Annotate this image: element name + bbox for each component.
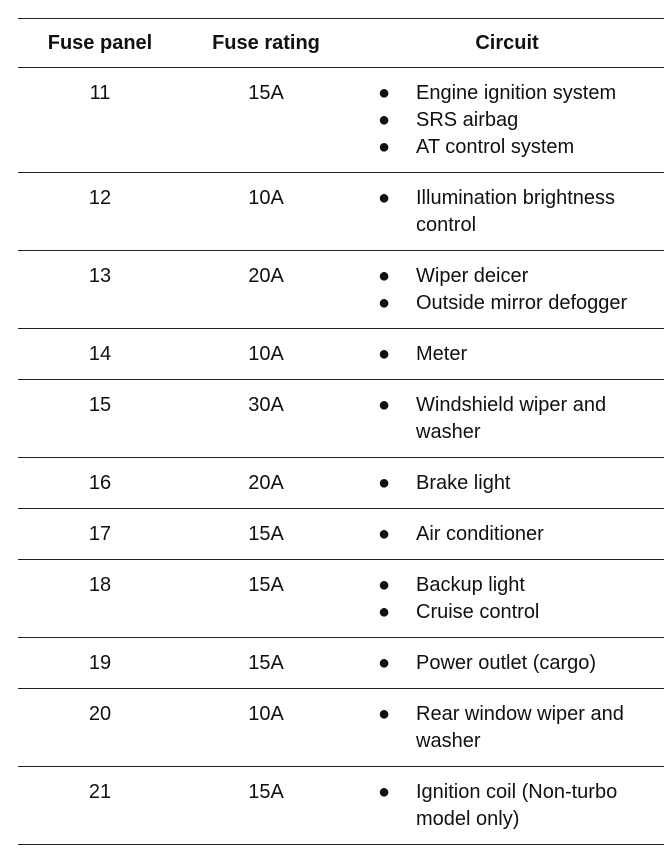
bullet-icon: ●: [378, 292, 391, 314]
bullet-icon: ●: [378, 136, 391, 158]
circuit-text: AT control system: [416, 136, 575, 158]
circuit-list: [378, 392, 664, 446]
fuse-panel-cell: 20: [18, 689, 182, 767]
fuse-rating-cell: 20A: [182, 251, 350, 329]
table-row: [18, 68, 664, 173]
table-row: [18, 638, 664, 689]
circuit-list-item: [378, 701, 664, 755]
fuse-rating-cell: 30A: [182, 380, 350, 458]
fuse-panel-cell: 11: [18, 68, 182, 173]
circuit-list-item: [378, 470, 664, 497]
circuit-list-item: [378, 599, 664, 626]
circuit-cell: [350, 689, 664, 767]
circuit-list-item: [378, 134, 664, 161]
table-row: [18, 173, 664, 251]
bullet-icon: ●: [378, 187, 391, 209]
bullet-icon: ●: [378, 82, 391, 104]
fuse-rating-cell: 15A: [182, 68, 350, 173]
circuit-cell: [350, 173, 664, 251]
circuit-list-item: [378, 521, 664, 548]
table-row: [18, 251, 664, 329]
fuse-table-body: [18, 68, 664, 845]
fuse-panel-cell: 12: [18, 173, 182, 251]
bullet-icon: ●: [378, 781, 391, 803]
fuse-panel-cell: 16: [18, 458, 182, 509]
circuit-text: Rear window wiper and washer: [416, 703, 624, 752]
fuse-rating-cell: 15A: [182, 638, 350, 689]
circuit-cell: [350, 458, 664, 509]
fuse-rating-cell: 10A: [182, 173, 350, 251]
table-row: [18, 458, 664, 509]
table-row: [18, 380, 664, 458]
fuse-table-container: [18, 18, 664, 845]
bullet-icon: ●: [378, 109, 391, 131]
fuse-panel-cell: 14: [18, 329, 182, 380]
bullet-icon: ●: [378, 703, 391, 725]
table-row: [18, 689, 664, 767]
fuse-table-header: [18, 19, 664, 68]
circuit-text: Air conditioner: [416, 523, 544, 545]
fuse-rating-cell: 10A: [182, 329, 350, 380]
fuse-panel-cell: 21: [18, 767, 182, 845]
circuit-list: [378, 80, 664, 161]
header-row: [18, 19, 664, 68]
circuit-text: Ignition coil (Non-turbo model only): [416, 781, 618, 830]
header-circuit: Circuit: [350, 19, 664, 68]
bullet-icon: ●: [378, 394, 391, 416]
circuit-cell: [350, 767, 664, 845]
circuit-list: [378, 572, 664, 626]
fuse-rating-cell: 20A: [182, 458, 350, 509]
circuit-list-item: [378, 107, 664, 134]
fuse-table: [18, 18, 664, 845]
bullet-icon: ●: [378, 652, 391, 674]
circuit-cell: [350, 68, 664, 173]
circuit-list: [378, 263, 664, 317]
circuit-list-item: [378, 572, 664, 599]
bullet-icon: ●: [378, 574, 391, 596]
circuit-list-item: [378, 185, 664, 239]
fuse-panel-cell: 17: [18, 509, 182, 560]
circuit-list: [378, 470, 664, 497]
circuit-list-item: [378, 650, 664, 677]
circuit-cell: [350, 638, 664, 689]
circuit-cell: [350, 509, 664, 560]
circuit-text: Engine ignition system: [416, 82, 617, 104]
circuit-text: Cruise control: [416, 601, 540, 623]
bullet-icon: ●: [378, 343, 391, 365]
circuit-cell: [350, 560, 664, 638]
circuit-text: SRS airbag: [416, 109, 519, 131]
circuit-cell: [350, 380, 664, 458]
fuse-panel-cell: 18: [18, 560, 182, 638]
circuit-list: [378, 521, 664, 548]
circuit-list: [378, 341, 664, 368]
table-row: [18, 509, 664, 560]
fuse-panel-cell: 15: [18, 380, 182, 458]
circuit-cell: [350, 329, 664, 380]
circuit-list-item: [378, 263, 664, 290]
fuse-panel-cell: 13: [18, 251, 182, 329]
circuit-list-item: [378, 290, 664, 317]
circuit-text: Meter: [416, 343, 468, 365]
table-row: [18, 560, 664, 638]
fuse-rating-cell: 10A: [182, 689, 350, 767]
circuit-text: Backup light: [416, 574, 525, 596]
circuit-list: [378, 701, 664, 755]
circuit-list-item: [378, 341, 664, 368]
bullet-icon: ●: [378, 265, 391, 287]
bullet-icon: ●: [378, 472, 391, 494]
header-fuse-rating: Fuse rating: [182, 19, 350, 68]
circuit-list-item: [378, 392, 664, 446]
header-fuse-panel: Fuse panel: [18, 19, 182, 68]
circuit-list: [378, 650, 664, 677]
circuit-text: Outside mirror defogger: [416, 292, 628, 314]
fuse-rating-cell: 15A: [182, 560, 350, 638]
circuit-list-item: [378, 80, 664, 107]
circuit-text: Power outlet (cargo): [416, 652, 597, 674]
circuit-list: [378, 185, 664, 239]
table-row: [18, 767, 664, 845]
circuit-cell: [350, 251, 664, 329]
fuse-rating-cell: 15A: [182, 767, 350, 845]
circuit-list-item: [378, 779, 664, 833]
circuit-list: [378, 779, 664, 833]
circuit-text: Illumination brightness control: [416, 187, 615, 236]
table-row: [18, 329, 664, 380]
fuse-panel-cell: 19: [18, 638, 182, 689]
bullet-icon: ●: [378, 601, 391, 623]
circuit-text: Brake light: [416, 472, 511, 494]
circuit-text: Windshield wiper and washer: [416, 394, 607, 443]
fuse-rating-cell: 15A: [182, 509, 350, 560]
bullet-icon: ●: [378, 523, 391, 545]
circuit-text: Wiper deicer: [416, 265, 529, 287]
